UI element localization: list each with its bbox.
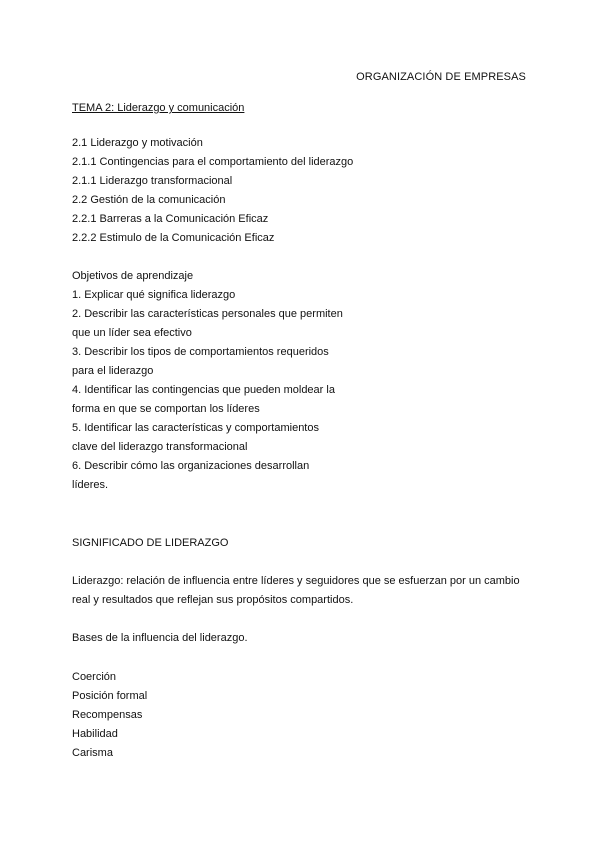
objectives-heading: Objetivos de aprendizaje <box>72 270 194 282</box>
objective-line: para el liderazgo <box>72 365 154 377</box>
bases-item: Recompensas <box>72 709 143 721</box>
bases-item: Posición formal <box>72 690 148 702</box>
toc-item: 2.2.2 Estimulo de la Comunicación Eficaz <box>72 232 275 244</box>
bases-item: Habilidad <box>72 728 118 740</box>
toc-item: 2.1.1 Contingencias para el comportamiento del liderazgo <box>72 156 354 168</box>
toc-item: 2.2.1 Barreras a la Comunicación Eficaz <box>72 213 269 225</box>
objective-line: 5. Identificar las características y comportamientos <box>72 422 319 434</box>
toc-item: 2.1.1 Liderazgo transformacional <box>72 175 233 187</box>
bases-item: Coerción <box>72 671 117 683</box>
objective-line: 6. Describir cómo las organizaciones desarrollan <box>72 460 310 472</box>
objective-line: clave del liderazgo transformacional <box>72 441 248 453</box>
bases-heading: Bases de la influencia del liderazgo. <box>72 632 248 644</box>
objective-line: 1. Explicar qué significa liderazgo <box>72 289 236 301</box>
objective-line: 4. Identificar las contingencias que pueden moldear la <box>72 384 335 396</box>
section-heading: SIGNIFICADO DE LIDERAZGO <box>72 537 229 549</box>
bases-item: Carisma <box>72 747 113 759</box>
objective-line: forma en que se comportan los líderes <box>72 403 260 415</box>
definition-line: real y resultados que reflejan sus propósitos compartidos. <box>72 594 354 606</box>
topic-title: TEMA 2: Liderazgo y comunicación <box>72 102 245 114</box>
document-header-title: ORGANIZACIÓN DE EMPRESAS <box>356 71 526 83</box>
objective-line: 3. Describir los tipos de comportamientos requeridos <box>72 346 329 358</box>
toc-item: 2.1 Liderazgo y motivación <box>72 137 203 149</box>
objective-line: líderes. <box>72 479 109 491</box>
objective-line: que un líder sea efectivo <box>72 327 192 339</box>
toc-item: 2.2 Gestión de la comunicación <box>72 194 226 206</box>
objective-line: 2. Describir las características personales que permiten <box>72 308 343 320</box>
definition-line: Liderazgo: relación de influencia entre líderes y seguidores que se esfuerzan por un cambio <box>72 575 520 587</box>
